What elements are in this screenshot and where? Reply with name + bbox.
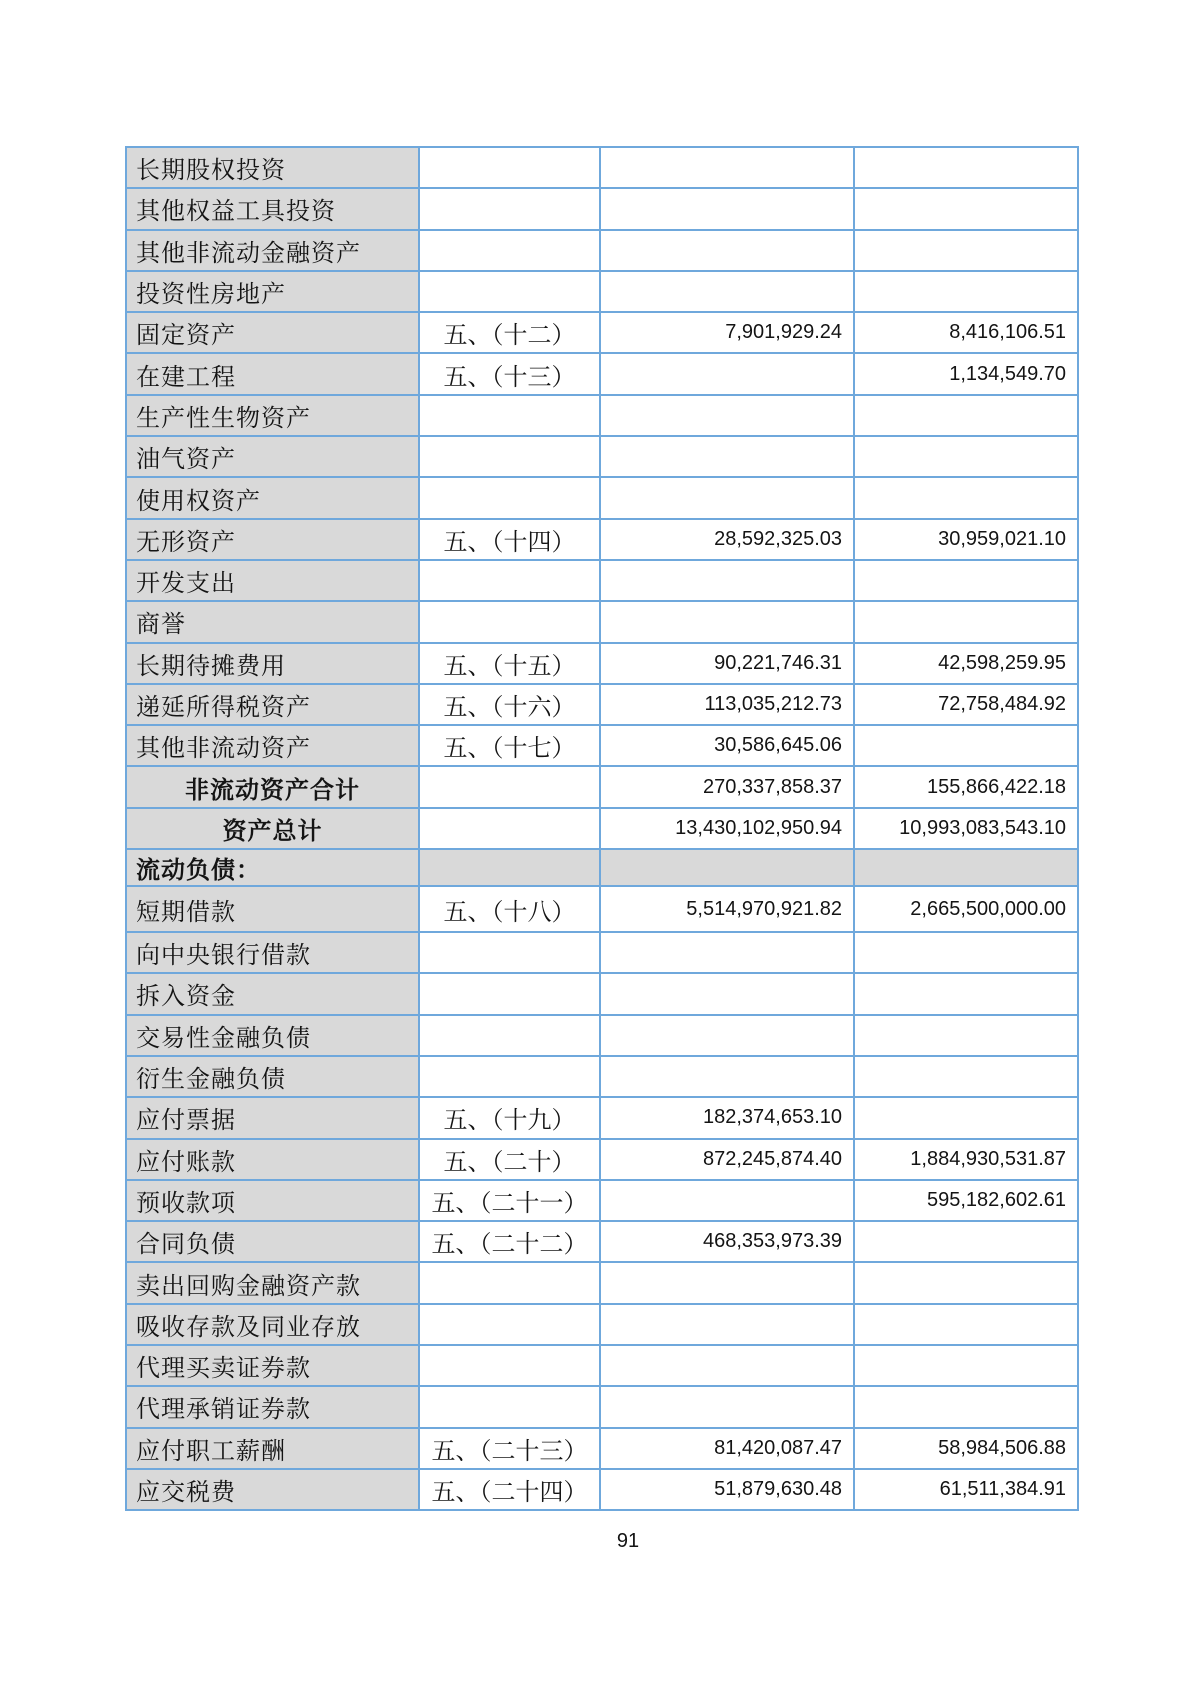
note-reference-cell — [419, 271, 600, 312]
item-label-cell: 吸收存款及同业存放 — [126, 1304, 419, 1345]
amount-prior-cell — [854, 1262, 1078, 1303]
amount-prior-cell: 1,884,930,531.87 — [854, 1139, 1078, 1180]
note-reference-cell — [419, 477, 600, 518]
amount-current-cell: 51,879,630.48 — [600, 1469, 854, 1510]
table-row — [126, 973, 1078, 1014]
item-label-cell: 应付账款 — [126, 1139, 419, 1180]
note-reference-cell — [419, 1015, 600, 1056]
note-reference-cell — [419, 1262, 600, 1303]
amount-prior-cell: 8,416,106.51 — [854, 312, 1078, 353]
table-row — [126, 725, 1078, 766]
table-row — [126, 147, 1078, 188]
amount-prior-cell: 1,134,549.70 — [854, 353, 1078, 394]
amount-prior-cell — [854, 230, 1078, 271]
table-row — [126, 1262, 1078, 1303]
item-label-cell: 其他非流动资产 — [126, 725, 419, 766]
table-row — [126, 684, 1078, 725]
amount-current-cell — [600, 1056, 854, 1097]
table-row — [126, 849, 1078, 886]
table-row — [126, 1428, 1078, 1469]
item-label-cell: 流动负债： — [126, 849, 419, 886]
amount-prior-cell: 10,993,083,543.10 — [854, 808, 1078, 849]
note-reference-cell — [419, 1345, 600, 1386]
item-label-cell: 商誉 — [126, 601, 419, 642]
item-label-cell: 短期借款 — [126, 886, 419, 932]
table-row — [126, 1139, 1078, 1180]
amount-prior-cell — [854, 601, 1078, 642]
table-row — [126, 1469, 1078, 1510]
amount-current-cell — [600, 1345, 854, 1386]
amount-prior-cell — [854, 725, 1078, 766]
amount-prior-cell — [854, 973, 1078, 1014]
amount-current-cell — [600, 395, 854, 436]
note-reference-cell — [419, 1056, 600, 1097]
note-reference-cell: 五、（十二） — [419, 312, 600, 353]
table-row — [126, 230, 1078, 271]
amount-current-cell — [600, 1015, 854, 1056]
table-row — [126, 932, 1078, 973]
note-reference-cell — [419, 560, 600, 601]
note-reference-cell — [419, 808, 600, 849]
amount-current-cell — [600, 973, 854, 1014]
table-row — [126, 1015, 1078, 1056]
note-reference-cell: 五、（十四） — [419, 519, 600, 560]
item-label-cell: 固定资产 — [126, 312, 419, 353]
amount-current-cell: 90,221,746.31 — [600, 643, 854, 684]
item-label-cell: 代理承销证券款 — [126, 1386, 419, 1427]
amount-prior-cell: 72,758,484.92 — [854, 684, 1078, 725]
note-reference-cell — [419, 230, 600, 271]
amount-prior-cell: 2,665,500,000.00 — [854, 886, 1078, 932]
note-reference-cell — [419, 766, 600, 807]
amount-current-cell — [600, 147, 854, 188]
amount-prior-cell — [854, 560, 1078, 601]
table-row — [126, 1221, 1078, 1262]
amount-current-cell — [600, 353, 854, 394]
amount-current-cell — [600, 1180, 854, 1221]
amount-prior-cell — [854, 395, 1078, 436]
table-row — [126, 312, 1078, 353]
amount-prior-cell — [854, 477, 1078, 518]
item-label-cell: 非流动资产合计 — [126, 766, 419, 807]
amount-prior-cell — [854, 436, 1078, 477]
amount-prior-cell: 58,984,506.88 — [854, 1428, 1078, 1469]
note-reference-cell: 五、（十六） — [419, 684, 600, 725]
amount-prior-cell — [854, 932, 1078, 973]
note-reference-cell — [419, 973, 600, 1014]
note-reference-cell — [419, 1386, 600, 1427]
table-row — [126, 436, 1078, 477]
table-row — [126, 1180, 1078, 1221]
table-row — [126, 808, 1078, 849]
amount-prior-cell — [854, 1221, 1078, 1262]
note-reference-cell — [419, 188, 600, 229]
amount-current-cell — [600, 560, 854, 601]
item-label-cell: 投资性房地产 — [126, 271, 419, 312]
amount-prior-cell — [854, 1056, 1078, 1097]
amount-prior-cell — [854, 1097, 1078, 1138]
note-reference-cell — [419, 601, 600, 642]
note-reference-cell: 五、（二十二） — [419, 1221, 600, 1262]
amount-prior-cell — [854, 271, 1078, 312]
item-label-cell: 长期股权投资 — [126, 147, 419, 188]
amount-current-cell: 13,430,102,950.94 — [600, 808, 854, 849]
amount-prior-cell — [854, 1386, 1078, 1427]
amount-current-cell — [600, 271, 854, 312]
table-row — [126, 1097, 1078, 1138]
note-reference-cell — [419, 932, 600, 973]
note-reference-cell — [419, 849, 600, 886]
item-label-cell: 油气资产 — [126, 436, 419, 477]
note-reference-cell: 五、（十八） — [419, 886, 600, 932]
amount-current-cell: 7,901,929.24 — [600, 312, 854, 353]
item-label-cell: 长期待摊费用 — [126, 643, 419, 684]
item-label-cell: 应付票据 — [126, 1097, 419, 1138]
amount-prior-cell — [854, 1345, 1078, 1386]
item-label-cell: 交易性金融负债 — [126, 1015, 419, 1056]
page-number: 91 — [616, 1530, 640, 1552]
amount-prior-cell — [854, 188, 1078, 229]
note-reference-cell — [419, 1304, 600, 1345]
note-reference-cell — [419, 147, 600, 188]
table-row — [126, 1345, 1078, 1386]
item-label-cell: 其他权益工具投资 — [126, 188, 419, 229]
amount-prior-cell — [854, 1304, 1078, 1345]
note-reference-cell: 五、（二十四） — [419, 1469, 600, 1510]
amount-current-cell: 468,353,973.39 — [600, 1221, 854, 1262]
amount-current-cell: 30,586,645.06 — [600, 725, 854, 766]
amount-current-cell: 28,592,325.03 — [600, 519, 854, 560]
amount-current-cell — [600, 849, 854, 886]
note-reference-cell: 五、（十三） — [419, 353, 600, 394]
note-reference-cell: 五、（二十一） — [419, 1180, 600, 1221]
item-label-cell: 无形资产 — [126, 519, 419, 560]
amount-prior-cell — [854, 147, 1078, 188]
table-row — [126, 477, 1078, 518]
table-row — [126, 886, 1078, 932]
amount-current-cell — [600, 1262, 854, 1303]
item-label-cell: 衍生金融负债 — [126, 1056, 419, 1097]
amount-current-cell — [600, 932, 854, 973]
amount-prior-cell — [854, 1015, 1078, 1056]
note-reference-cell: 五、（二十） — [419, 1139, 600, 1180]
table-row — [126, 353, 1078, 394]
amount-prior-cell — [854, 849, 1078, 886]
amount-prior-cell: 595,182,602.61 — [854, 1180, 1078, 1221]
item-label-cell: 生产性生物资产 — [126, 395, 419, 436]
amount-current-cell — [600, 601, 854, 642]
note-reference-cell: 五、（十九） — [419, 1097, 600, 1138]
table-row — [126, 271, 1078, 312]
table-body — [126, 147, 1078, 1510]
item-label-cell: 递延所得税资产 — [126, 684, 419, 725]
item-label-cell: 其他非流动金融资产 — [126, 230, 419, 271]
amount-current-cell — [600, 188, 854, 229]
amount-current-cell — [600, 1304, 854, 1345]
table-row — [126, 560, 1078, 601]
item-label-cell: 卖出回购金融资产款 — [126, 1262, 419, 1303]
table-row — [126, 643, 1078, 684]
item-label-cell: 向中央银行借款 — [126, 932, 419, 973]
amount-current-cell: 182,374,653.10 — [600, 1097, 854, 1138]
table-row — [126, 188, 1078, 229]
amount-current-cell: 113,035,212.73 — [600, 684, 854, 725]
amount-current-cell: 270,337,858.37 — [600, 766, 854, 807]
amount-current-cell — [600, 1386, 854, 1427]
amount-current-cell — [600, 230, 854, 271]
item-label-cell: 资产总计 — [126, 808, 419, 849]
table-row — [126, 601, 1078, 642]
item-label-cell: 开发支出 — [126, 560, 419, 601]
amount-prior-cell: 42,598,259.95 — [854, 643, 1078, 684]
note-reference-cell: 五、（十五） — [419, 643, 600, 684]
item-label-cell: 代理买卖证券款 — [126, 1345, 419, 1386]
amount-current-cell — [600, 436, 854, 477]
table-row — [126, 766, 1078, 807]
item-label-cell: 合同负债 — [126, 1221, 419, 1262]
table-row — [126, 519, 1078, 560]
amount-prior-cell: 155,866,422.18 — [854, 766, 1078, 807]
table-row — [126, 1056, 1078, 1097]
note-reference-cell — [419, 436, 600, 477]
note-reference-cell: 五、（二十三） — [419, 1428, 600, 1469]
amount-current-cell: 81,420,087.47 — [600, 1428, 854, 1469]
amount-current-cell: 872,245,874.40 — [600, 1139, 854, 1180]
balance-sheet-table — [125, 146, 1079, 1511]
table-row — [126, 395, 1078, 436]
amount-prior-cell: 61,511,384.91 — [854, 1469, 1078, 1510]
table-row — [126, 1304, 1078, 1345]
item-label-cell: 使用权资产 — [126, 477, 419, 518]
amount-current-cell — [600, 477, 854, 518]
item-label-cell: 拆入资金 — [126, 973, 419, 1014]
note-reference-cell — [419, 395, 600, 436]
amount-prior-cell: 30,959,021.10 — [854, 519, 1078, 560]
item-label-cell: 应付职工薪酬 — [126, 1428, 419, 1469]
table-row — [126, 1386, 1078, 1427]
item-label-cell: 预收款项 — [126, 1180, 419, 1221]
amount-current-cell: 5,514,970,921.82 — [600, 886, 854, 932]
item-label-cell: 应交税费 — [126, 1469, 419, 1510]
note-reference-cell: 五、（十七） — [419, 725, 600, 766]
item-label-cell: 在建工程 — [126, 353, 419, 394]
